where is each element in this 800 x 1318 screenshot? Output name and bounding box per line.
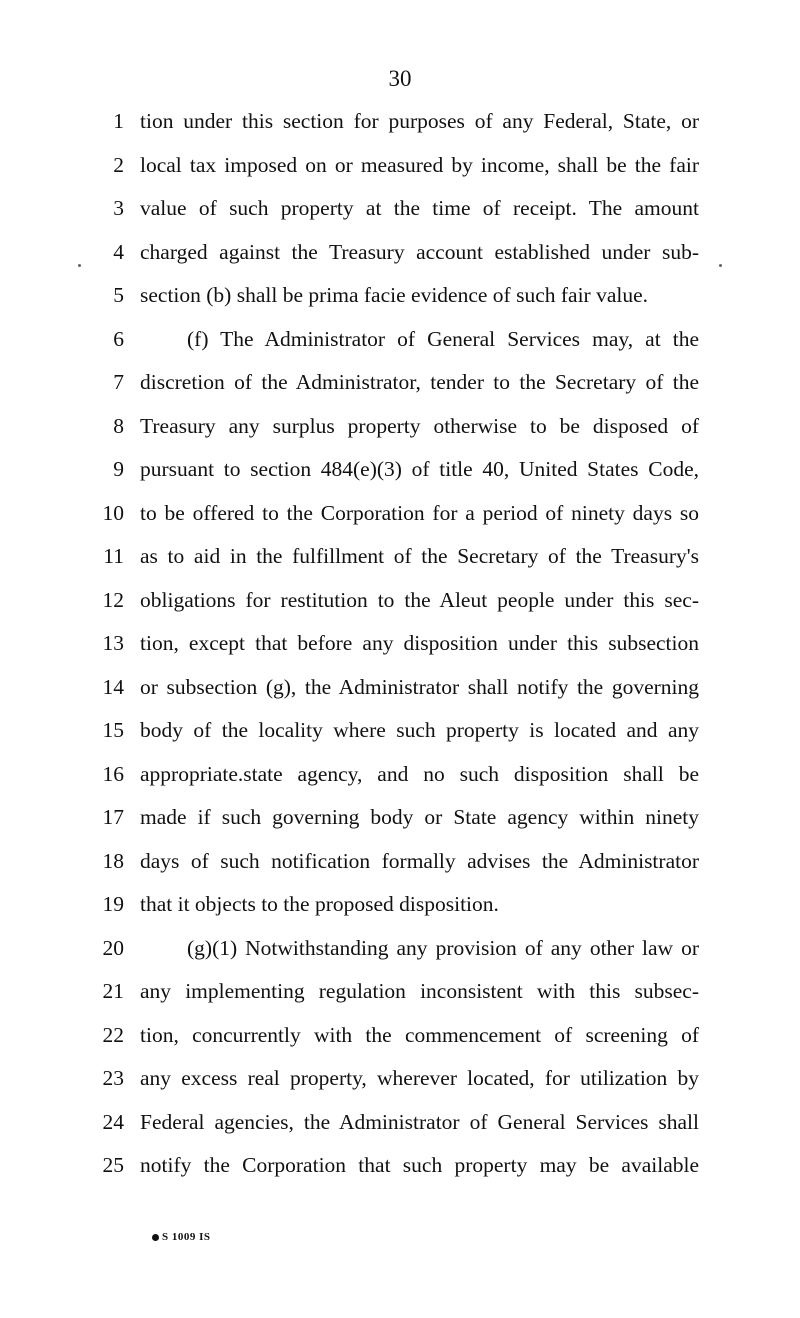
text-line — [0, 844, 800, 888]
line-number: 7 — [113, 370, 124, 394]
text-line — [0, 713, 800, 757]
line-number: 6 — [113, 326, 124, 351]
line-text: discretion of the Administrator, tender to the Secretary of the — [140, 370, 699, 394]
line-text: (f) The Administrator of General Services may, at the — [187, 326, 699, 351]
line-number: 13 — [102, 631, 124, 655]
line-text: Federal agencies, the Administrator of General Services shall — [140, 1109, 699, 1134]
text-line — [0, 931, 800, 975]
line-text: local tax imposed on or measured by income, shall be the fair — [140, 152, 699, 177]
line-text: any implementing regulation inconsistent with this subsec- — [140, 979, 699, 1003]
line-text: tion under this section for purposes of any Federal, State, or — [140, 109, 699, 133]
text-line — [0, 670, 800, 714]
line-text: that it objects to the proposed disposition. — [140, 892, 499, 916]
bill-identifier: S 1009 IS — [162, 1231, 211, 1243]
line-text: body of the locality where such property is located and any — [140, 718, 699, 742]
text-line — [0, 496, 800, 540]
line-number: 9 — [113, 457, 124, 481]
line-text: tion, except that before any disposition under this subsection — [140, 631, 699, 655]
line-number: 22 — [102, 1022, 124, 1047]
line-number: 5 — [113, 283, 124, 307]
line-text: any excess real property, wherever located, for utilization by — [140, 1066, 699, 1090]
line-number: 3 — [113, 196, 124, 220]
line-text: as to aid in the fulfillment of the Secretary of the Treasury's — [140, 544, 699, 568]
text-line — [0, 1148, 800, 1192]
line-number: 12 — [102, 587, 124, 612]
line-text: section (b) shall be prima facie evidence of such fair value. — [140, 283, 649, 307]
line-number: 1 — [113, 109, 124, 133]
line-number: 11 — [103, 544, 124, 568]
text-line — [0, 322, 800, 366]
line-number: 17 — [102, 805, 124, 829]
page-number: 30 — [388, 66, 412, 91]
line-number: 23 — [102, 1066, 124, 1090]
line-number: 4 — [113, 239, 124, 264]
text-line — [0, 452, 800, 496]
line-text: or subsection (g), the Administrator shall notify the governing — [140, 674, 699, 699]
text-line — [0, 191, 800, 235]
line-text: Treasury any surplus property otherwise to be disposed of — [140, 413, 699, 438]
line-number: 16 — [102, 761, 124, 786]
bill-text-body — [0, 104, 800, 1192]
line-number: 2 — [113, 152, 124, 177]
line-number: 25 — [102, 1153, 124, 1177]
text-line — [0, 148, 800, 192]
text-line — [0, 583, 800, 627]
text-line — [0, 1018, 800, 1062]
line-text: obligations for restitution to the Aleut people under this sec- — [140, 587, 699, 612]
line-number: 18 — [102, 848, 124, 873]
line-number: 21 — [102, 979, 124, 1003]
text-line — [0, 104, 800, 148]
line-number: 20 — [102, 935, 124, 960]
line-number: 8 — [113, 413, 124, 438]
line-text: to be offered to the Corporation for a period of ninety days so — [140, 500, 699, 525]
line-number: 24 — [102, 1109, 124, 1134]
text-line — [0, 365, 800, 409]
text-line — [0, 235, 800, 279]
line-number: 19 — [102, 892, 124, 916]
line-text: value of such property at the time of receipt. The amount — [140, 196, 699, 220]
text-line — [0, 409, 800, 453]
text-line — [0, 800, 800, 844]
line-number: 15 — [102, 718, 124, 742]
line-text: appropriate.state agency, and no such disposition shall be — [140, 761, 699, 786]
text-line — [0, 887, 800, 931]
line-number: 10 — [102, 500, 124, 525]
line-text: charged against the Treasury account established under sub- — [140, 239, 699, 264]
text-line — [0, 1105, 800, 1149]
line-text: tion, concurrently with the commencement of screening of — [140, 1022, 699, 1047]
text-line — [0, 278, 800, 322]
line-text: notify the Corporation that such property may be available — [140, 1153, 699, 1177]
line-text: made if such governing body or State agency within ninety — [140, 805, 699, 829]
text-line — [0, 539, 800, 583]
line-number: 14 — [102, 674, 124, 699]
text-line — [0, 626, 800, 670]
line-text: (g)(1) Notwithstanding any provision of any other law or — [187, 935, 699, 960]
text-line — [0, 974, 800, 1018]
text-line — [0, 1061, 800, 1105]
line-text: pursuant to section 484(e)(3) of title 40, United States Code, — [140, 457, 699, 481]
text-line — [0, 757, 800, 801]
line-text: days of such notification formally advises the Administrator — [140, 848, 699, 873]
bullet-icon — [152, 1234, 159, 1241]
bill-identifier-footer — [152, 1231, 211, 1243]
